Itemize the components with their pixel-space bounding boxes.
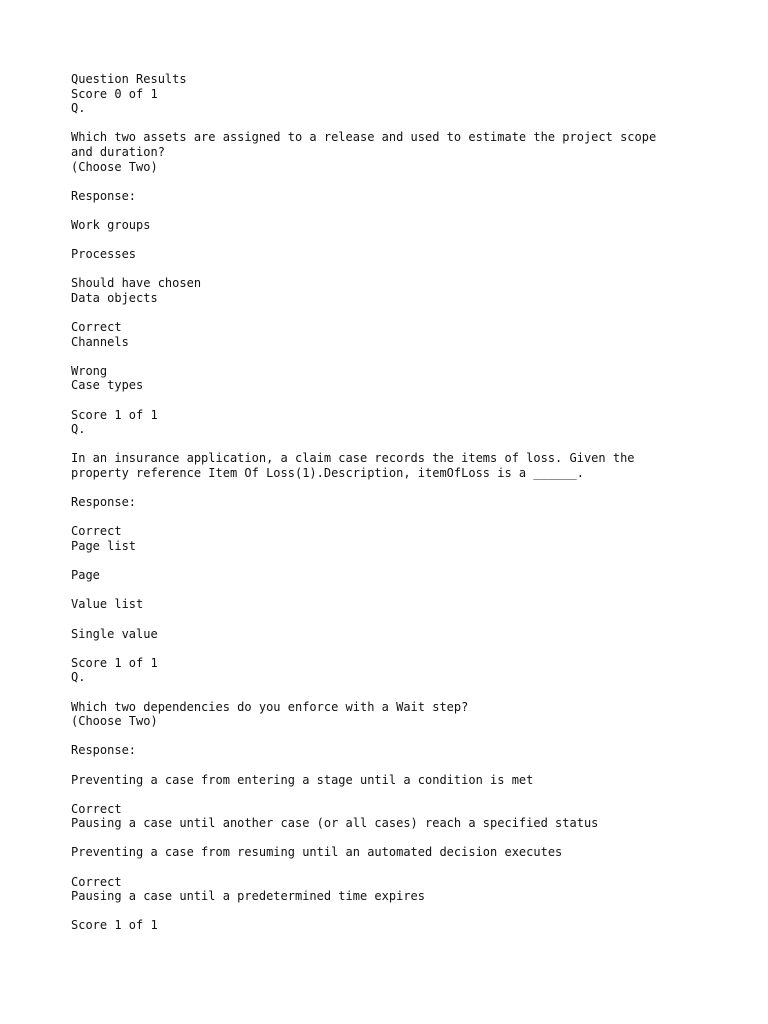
question-score: Score 1 of 1 — [71, 655, 158, 670]
question-score: Score 1 of 1 — [71, 918, 158, 933]
answer-option: Preventing a case from resuming until an automated decision executes — [71, 845, 563, 860]
answer-status-tag: Wrong — [71, 363, 108, 378]
answer-option: Preventing a case from entering a stage until a condition is met — [71, 772, 534, 787]
answer-option: Data objects — [71, 290, 158, 305]
question-prompt-line: Which two dependencies do you enforce with a Wait step? — [71, 699, 469, 714]
question-prompt-line: property reference Item Of Loss(1).Description, itemOfLoss is a ______. — [71, 466, 584, 481]
question-marker: Q. — [71, 670, 86, 685]
answer-option: Page — [71, 568, 100, 583]
question-marker: Q. — [71, 101, 86, 116]
question-prompt-line: (Choose Two) — [71, 159, 158, 174]
question-block — [71, 408, 731, 656]
question-score: Score 0 of 1 — [71, 86, 158, 101]
question-results-page — [71, 72, 731, 933]
answer-status-tag: Correct — [71, 801, 122, 816]
answer-status-tag: Correct — [71, 524, 122, 539]
answer-option: Page list — [71, 539, 137, 553]
response-label: Response: — [71, 743, 137, 758]
answer-option: Work groups — [71, 217, 151, 232]
answer-option: Channels — [71, 334, 129, 349]
answer-status-tag: Correct — [71, 874, 122, 889]
answer-option: Single value — [71, 626, 158, 641]
question-block — [71, 656, 731, 919]
response-label: Response: — [71, 188, 137, 203]
question-score: Score 1 of 1 — [71, 407, 158, 422]
answer-option: Pausing a case until another case (or all cases) reach a specified status — [71, 816, 599, 831]
answer-status-tag: Correct — [71, 320, 122, 335]
question-block — [71, 87, 731, 408]
answer-option: Pausing a case until a predetermined time expires — [71, 889, 426, 904]
question-prompt-line: and duration? — [71, 144, 165, 159]
answer-status-tag: Should have chosen — [71, 276, 202, 291]
answer-option: Value list — [71, 597, 144, 612]
question-prompt-line: Which two assets are assigned to a release and used to estimate the project scope — [71, 130, 657, 145]
response-label: Response: — [71, 495, 137, 510]
question-prompt-line: In an insurance application, a claim case records the items of loss. Given the — [71, 451, 635, 466]
answer-option: Processes — [71, 247, 137, 262]
question-marker: Q. — [71, 422, 86, 437]
answer-option: Case types — [71, 378, 144, 393]
question-prompt-line: (Choose Two) — [71, 714, 158, 729]
page-title: Question Results — [71, 72, 187, 86]
